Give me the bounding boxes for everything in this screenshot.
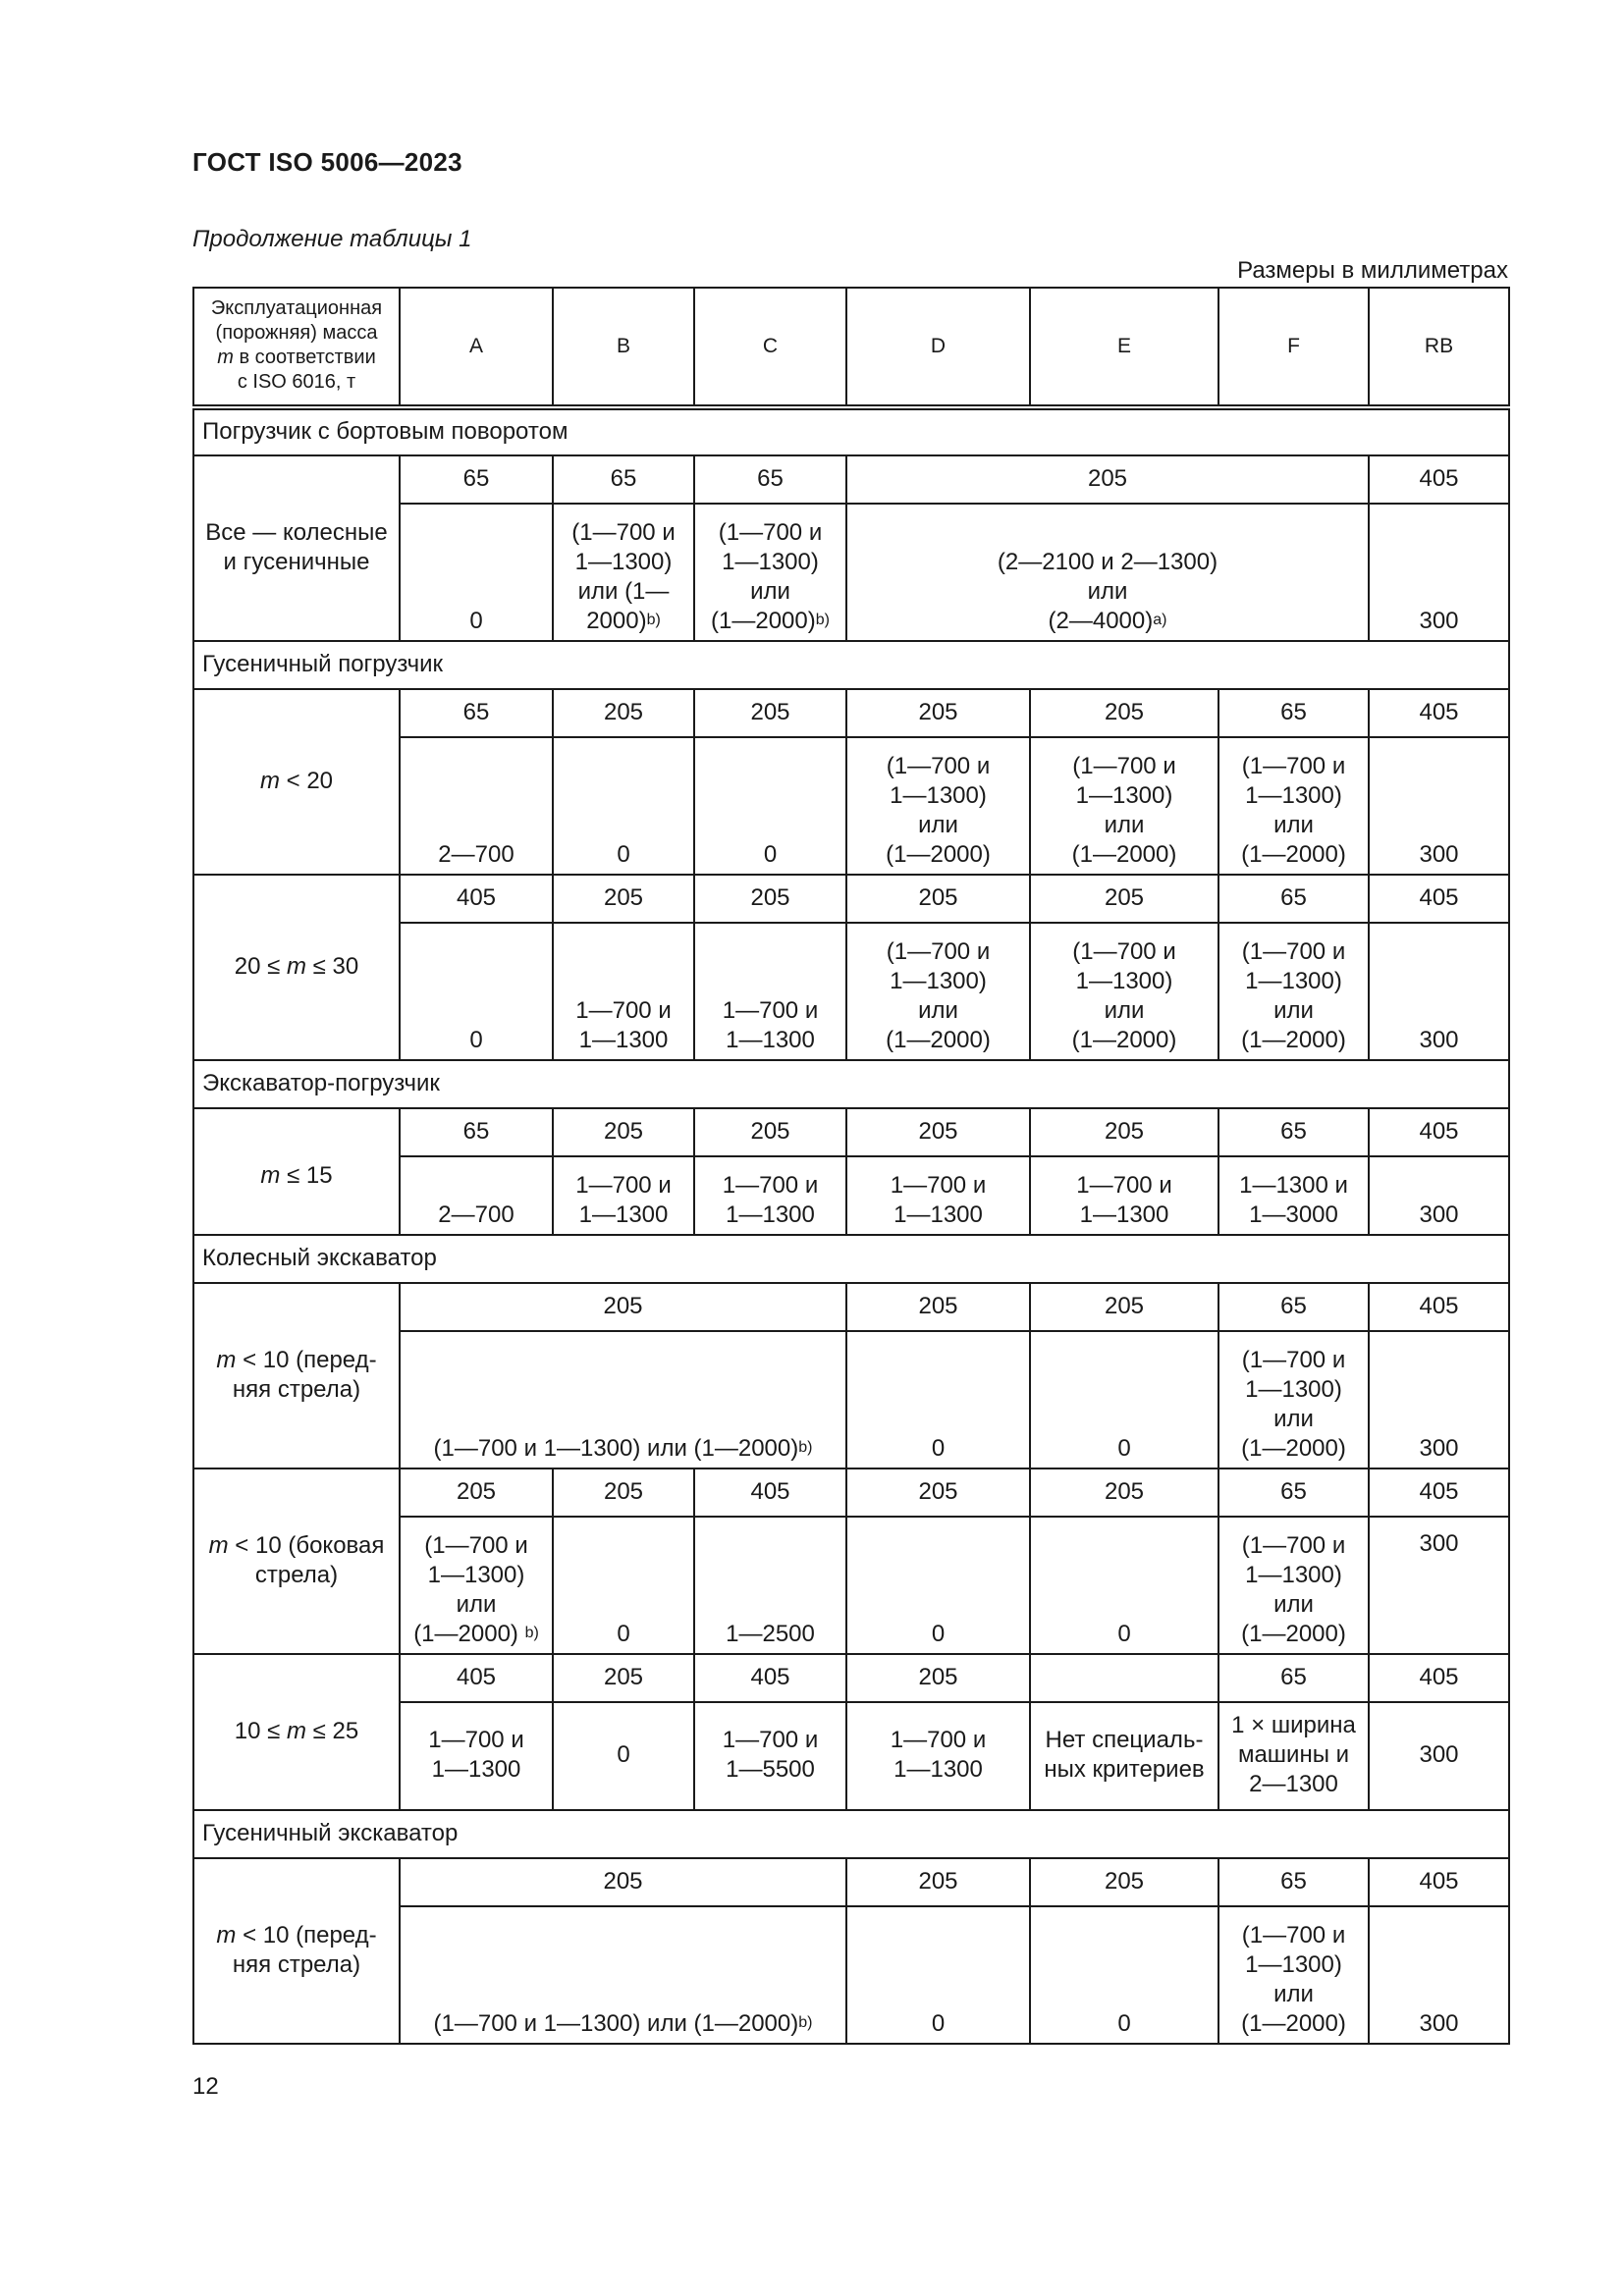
value-e [1030,1654,1218,1702]
criteria-f: (1—700 и 1—1300) или (1—2000) [1218,1906,1369,2044]
criteria-rb: 300 [1369,737,1509,875]
table-row [193,1108,1509,1156]
value-rb: 405 [1369,1283,1509,1331]
criteria-e: (1—700 и 1—1300) или (1—2000) [1030,923,1218,1060]
criteria-e: Нет специаль- ных критериев [1030,1702,1218,1810]
header-mass-label: Эксплуатационная (порожняя) масса m в соответствии с ISO 6016, т [193,288,400,407]
table-caption: Продолжение таблицы 1 [192,226,472,252]
value-rb: 405 [1369,1468,1509,1517]
value-e: 205 [1030,1858,1218,1906]
value-f: 65 [1218,1858,1369,1906]
section-title-backhoe: Экскаватор-погрузчик [193,1060,1509,1108]
criteria-a: (1—700 и 1—1300) или (1—2000) $^{b)}$ [400,1517,553,1654]
criteria-c: 1—2500 [694,1517,846,1654]
header-col-a: A [400,288,553,407]
criteria-c: (1—700 и 1—1300) или (1—2000)$^{b)}$ [694,504,846,641]
table-row [193,1654,1509,1702]
criteria-d: 1—700 и 1—1300 [846,1702,1030,1810]
value-f: 65 [1218,875,1369,923]
criteria-c: 1—700 и 1—1300 [694,923,846,1060]
value-c: 205 [694,875,846,923]
section-row [193,1810,1509,1858]
mass-cell: 20 ≤ m ≤ 30 [193,875,400,1060]
value-a: 405 [400,875,553,923]
mass-cell: m ≤ 15 [193,1108,400,1235]
value-c: 205 [694,689,846,737]
section-title-wheeled-excavator: Колесный экскаватор [193,1235,1509,1283]
header-col-c: C [694,288,846,407]
value-rb: 405 [1369,455,1509,504]
criteria-b: 0 [553,737,694,875]
value-rb: 405 [1369,1108,1509,1156]
value-e: 205 [1030,1283,1218,1331]
header-col-rb: RB [1369,288,1509,407]
value-f: 65 [1218,1468,1369,1517]
value-c: 205 [694,1108,846,1156]
criteria-d: (1—700 и 1—1300) или (1—2000) [846,923,1030,1060]
value-a: 65 [400,1108,553,1156]
criteria-rb: 300 [1369,1702,1509,1810]
mass-cell: m < 10 (перед- няя стрела) [193,1283,400,1468]
value-b: 205 [553,1108,694,1156]
criteria-b: 0 [553,1517,694,1654]
value-c: 405 [694,1468,846,1517]
section-row [193,1235,1509,1283]
value-d: 205 [846,1108,1030,1156]
value-e: 205 [1030,689,1218,737]
value-f: 65 [1218,1654,1369,1702]
criteria-c: 1—700 и 1—1300 [694,1156,846,1235]
value-a: 65 [400,689,553,737]
value-def: 205 [846,455,1369,504]
criteria-rb: 300 [1369,504,1509,641]
mass-cell: m < 10 (боковая стрела) [193,1468,400,1654]
criteria-def: (2—2100 и 2—1300) или (2—4000)$^{a)}$ [846,504,1369,641]
value-d: 205 [846,1283,1030,1331]
value-a: 205 [400,1468,553,1517]
criteria-a: 2—700 [400,737,553,875]
mass-cell: 10 ≤ m ≤ 25 [193,1654,400,1810]
criteria-d: 0 [846,1331,1030,1468]
mass-cell: Все — колесные и гусеничные [193,455,400,641]
value-b: 205 [553,1468,694,1517]
criteria-abc: (1—700 и 1—1300) или (1—2000)$^{b)}$ [400,1906,846,2044]
criteria-rb: 300 [1369,1331,1509,1468]
value-rb: 405 [1369,875,1509,923]
value-b: 205 [553,689,694,737]
value-d: 205 [846,875,1030,923]
criteria-rb: 300 [1369,1156,1509,1235]
header-col-b: B [553,288,694,407]
value-d: 205 [846,1858,1030,1906]
value-e: 205 [1030,875,1218,923]
criteria-rb: 300 [1369,923,1509,1060]
table-row [193,1468,1509,1517]
value-d: 205 [846,1654,1030,1702]
criteria-c: 0 [694,737,846,875]
criteria-e: 0 [1030,1906,1218,2044]
value-rb: 405 [1369,1858,1509,1906]
value-f: 65 [1218,1283,1369,1331]
value-rb: 405 [1369,1654,1509,1702]
criteria-b: 0 [553,1702,694,1810]
section-row [193,407,1509,455]
criteria-f: 1—1300 и 1—3000 [1218,1156,1369,1235]
header-col-f: F [1218,288,1369,407]
header-col-e: E [1030,288,1218,407]
criteria-b: (1—700 и 1—1300) или (1— 2000)$^{b)}$ [553,504,694,641]
value-d: 205 [846,689,1030,737]
criteria-f: (1—700 и 1—1300) или (1—2000) [1218,1517,1369,1654]
value-e: 205 [1030,1108,1218,1156]
criteria-f: (1—700 и 1—1300) или (1—2000) [1218,737,1369,875]
criteria-f: (1—700 и 1—1300) или (1—2000) [1218,1331,1369,1468]
criteria-abc: (1—700 и 1—1300) или (1—2000)$^{b)}$ [400,1331,846,1468]
mass-cell: m < 10 (перед- няя стрела) [193,1858,400,2044]
value-c: 65 [694,455,846,504]
value-abc: 205 [400,1858,846,1906]
criteria-e: 0 [1030,1517,1218,1654]
value-abc: 205 [400,1283,846,1331]
units-note: Размеры в миллиметрах [1237,257,1508,284]
criteria-d: 0 [846,1906,1030,2044]
criteria-d: 1—700 и 1—1300 [846,1156,1030,1235]
section-row [193,1060,1509,1108]
document-title: ГОСТ ISO 5006—2023 [192,147,462,177]
criteria-b: 1—700 и 1—1300 [553,923,694,1060]
page-number: 12 [192,2073,219,2100]
criteria-a: 0 [400,504,553,641]
section-title-crawler-loader: Гусеничный погрузчик [193,641,1509,689]
table-row [193,875,1509,923]
value-a: 405 [400,1654,553,1702]
mass-cell: m < 20 [193,689,400,875]
value-rb: 405 [1369,689,1509,737]
criteria-e: 1—700 и 1—1300 [1030,1156,1218,1235]
table-header-row [193,288,1509,407]
table-row [193,1283,1509,1331]
criteria-a: 0 [400,923,553,1060]
table-row [193,1858,1509,1906]
value-c: 405 [694,1654,846,1702]
criteria-rb: 300 [1369,1517,1509,1654]
value-f: 65 [1218,689,1369,737]
criteria-b: 1—700 и 1—1300 [553,1156,694,1235]
value-b: 65 [553,455,694,504]
criteria-a: 2—700 [400,1156,553,1235]
header-col-d: D [846,288,1030,407]
criteria-d: (1—700 и 1—1300) или (1—2000) [846,737,1030,875]
section-title-crawler-excavator: Гусеничный экскаватор [193,1810,1509,1858]
criteria-c: 1—700 и 1—5500 [694,1702,846,1810]
value-d: 205 [846,1468,1030,1517]
table-row [193,455,1509,504]
section-title-skid-steer: Погрузчик с бортовым поворотом [193,407,1509,455]
criteria-a: 1—700 и 1—1300 [400,1702,553,1810]
table-row [193,689,1509,737]
value-a: 65 [400,455,553,504]
criteria-rb: 300 [1369,1906,1509,2044]
value-b: 205 [553,1654,694,1702]
dimensions-table [192,287,1510,2045]
value-e: 205 [1030,1468,1218,1517]
value-f: 65 [1218,1108,1369,1156]
criteria-f: 1 × ширина машины и 2—1300 [1218,1702,1369,1810]
section-row [193,641,1509,689]
criteria-e: (1—700 и 1—1300) или (1—2000) [1030,737,1218,875]
criteria-e: 0 [1030,1331,1218,1468]
criteria-d: 0 [846,1517,1030,1654]
criteria-f: (1—700 и 1—1300) или (1—2000) [1218,923,1369,1060]
value-b: 205 [553,875,694,923]
